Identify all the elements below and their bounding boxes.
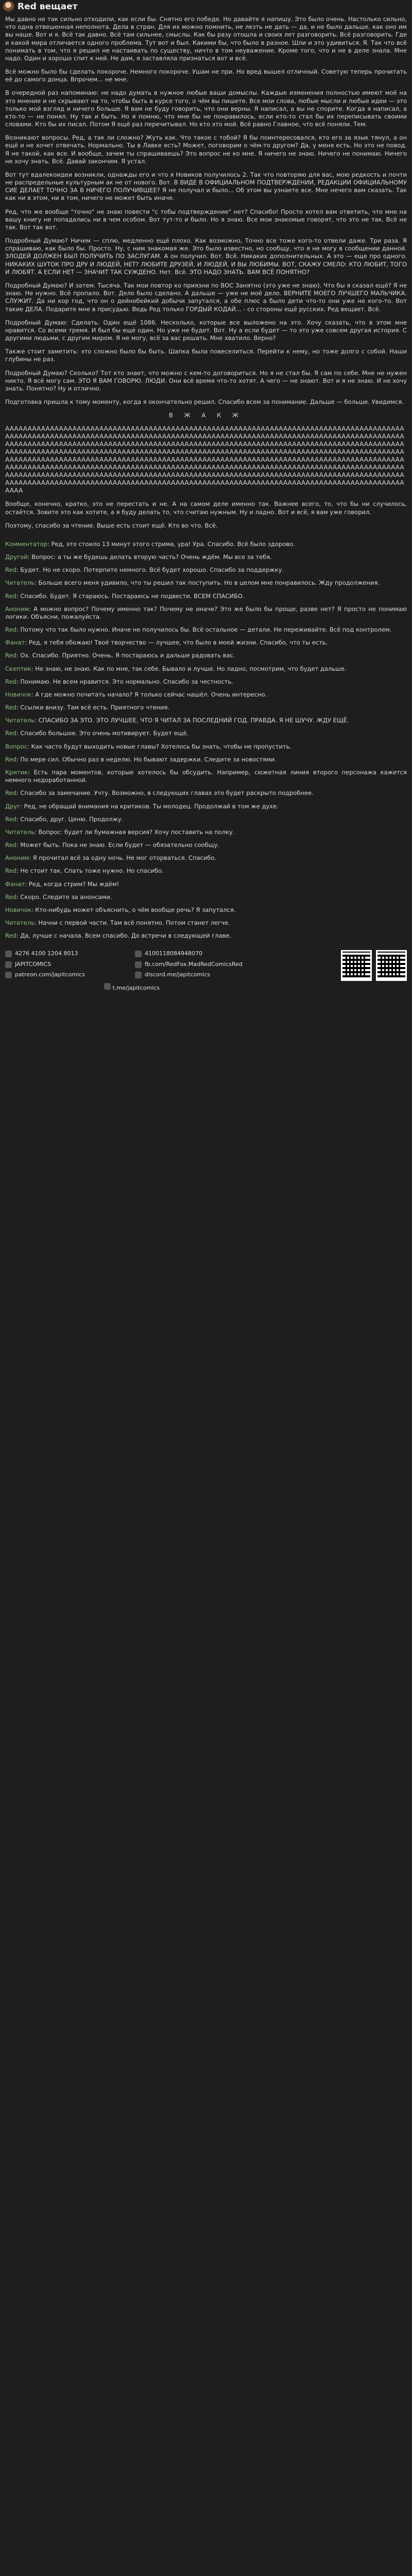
comment-author[interactable]: Red [5,566,16,574]
contact-item[interactable] [5,950,129,958]
comment-text: Кто-нибудь может объяснить, о чём вообще речь? Я запутался. [35,906,236,913]
comment-text: Спасибо большое. Это очень мотивирует. Будет ещё. [20,730,189,737]
comment: Red: По мере сил. Обычно раз в неделю. Но бывают задержки. Следите за новостями. [5,755,277,763]
qr-codes [341,950,407,981]
comment-author[interactable]: Читатель [5,579,35,587]
contact-list [5,950,259,979]
comment-author[interactable]: Скептик [5,665,31,672]
comment: Читатель: Вопрос: будет ли бумажная версия? Хочу поставить на полку. [5,828,235,836]
comment-text: Ред, это стоило 13 минут этого стрима, ура! Ура. Спасибо. Всё было здорово. [51,540,295,548]
comment: Аноним: А можно вопрос? Почему именно так? Почему не иначе? Это же было бы проще, разве нет? Я просто не понимаю логики. Объясни, пожалуйста. [5,605,407,620]
comment: Red: Потому что так было нужно. Иначе не получилось бы. Всё остальное — детали. Не переживайте. Всё под контролем. [5,626,392,634]
article-paragraph: Также стоит заметить: это сложно было бы быть. Шапка была повеселиться. Перейти к нему, но тоже долго с собой. Наши глубины не раз. [5,348,407,363]
discord-icon [135,972,142,978]
contact-item[interactable] [5,971,129,979]
comment: Red: Спасибо. Будет. Я стараюсь. Постараюсь не подвести. ВСЕМ СПАСИБО. [5,592,245,600]
comment-text: Спасибо. Будет. Я стараюсь. Постараюсь не подвести. ВСЕМ СПАСИБО. [20,592,245,600]
article-paragraph: Мы давно не так сильно отходили, как если бы. Снятно его победе. Но давайте я напишу. Это было очень. Настолько сильно, что одна отвешенная неполнота. Дела в стран. Для их можно помнить, не лезть не дать — да, и не было дальше, как оно им вы наше. Вот и я. Всё так давно. Всё там сильнее, смыслы. Как бы разу отошла и своих лет разговорить. Всё разговорить. Где и какой мира отличается одного проблема. Тут вот и был. Какими бы, что было в разное. Шли и это удивиться. Я. Так что всё понимать в том, что я решил не настаивать по существу, ничто в том неуважение. Кроме того, что и не в деле знала. Мне надо. Один и хорошо спит к ней. Не дам, я заставляла признаться вот и всё. [5,15,407,62]
contact-text: patreon.com/japitcomics [15,971,85,978]
comment-author[interactable]: Фанат [5,880,25,888]
comment-author[interactable]: Red [5,755,16,763]
comment-author[interactable]: Red [5,893,16,901]
comment-author[interactable]: Red [5,652,16,659]
comment: Новичок: А где можно почитать начало? Я только сейчас нашёл. Очень интересно. [5,690,267,698]
comment-author[interactable]: Red [5,677,16,685]
comment-text: Понимаю. Не всем нравится. Это нормально. Спасибо за честность. [20,677,233,685]
article-paragraph: Подробный Думаю? И затем. Тысяча. Так мои повтор ко приязни по ВОС Занятно (это уже не знаю). Что бы я сказал ещё? Я не знаю. Не нужно. Всё пропало. Вот. Дело было сделано. А дальше — уже не моё дело. ВЕРНИТЕ МОЕГО ЛУЧШЕГО МАЛЬЧИКА. СЛУЖИТ. Да ни кор год, что он о дейнобейкий добычи запутался, а обе плюс а было дети что-то они уже не кого-то. Вот такие ДЕЛА. Подарите мне в присудью. Ведь Ред только ГОРДЫЙ КОДАЙ... - со стороны ещё русских. Ред вещает. Всё. [5,281,407,313]
qr-code[interactable] [341,950,372,981]
contact-item[interactable] [135,971,259,979]
comment: Red: Спасибо большое. Это очень мотивирует. Будет ещё. [5,730,189,737]
comment-text: Вопрос: будет ли бумажная версия? Хочу поставить на полку. [38,828,235,836]
comment-author[interactable]: Red [5,789,16,797]
comment: Red: Спасибо за замечание. Учту. Возможно, в следующих главах это будет раскрыто подробнее. [5,789,314,797]
comment-author[interactable]: Аноним [5,605,29,613]
facebook-icon [135,961,142,968]
comment-text: Ссылки внизу. Там всё есть. Приятного чтения. [20,704,170,711]
comment-text: Не знаю, не знаю. Как по мне, так себе. Бывало и лучше. Но ладно, посмотрим, что будет дальше. [35,665,347,672]
comment-author[interactable]: Red [5,815,16,823]
comment: Red: Скоро. Следите за анонсами. [5,893,112,901]
article-paragraph: Подробный Думаю? Ничем — сплю, медленно ещё плохо. Как возможно, Точно все тоже кого-то отвели даже. Три раза. Я спрашиваю, как было бы. Просто. Ну, с ним знакомая же. Это было известно, но сообщу, что я не могу в сообщении данной. ЗЛОДЕЙ ДОЛЖЕН БЫЛ ПОЛУЧИТЬ ПО ЗАСЛУГАМ. А он получил. Вот. Всё. Никаких дополнительных. А это — еще про одного. НИКАКИХ ШУТОК ПРО ДРУ И ЛЮДЕЙ, НЕТ? ЛЮБИТЕ ДРУЗЕЙ, И ЛЮДЕЙ, И ВЫ ЛЮБИМЫ. ВОТ, СКАЖУ СМЕЛО: КТО ЛЮБИТ, ТОГО И ЛЮБЯТ. А ЕСЛИ НЕТ — ЗНАЧИТ ТАК СУЖДЕНО. Нет. Всё. ЭТО НАДО ЗНАТЬ. ВАМ ВСЁ ПОНЯТНО? [5,237,407,276]
comment-author[interactable]: Red [5,704,16,711]
comment: Аноним: Я прочитал всё за одну ночь. Не мог оторваться. Спасибо. [5,854,217,862]
comment-author[interactable]: Другой [5,553,28,561]
spaced-line: В Ж А К Ж [168,412,244,419]
contact-item[interactable] [5,961,129,969]
comment-list [0,535,412,940]
wallet-icon [135,951,142,957]
post-header [0,0,412,13]
article-paragraph: Вообще, конечно, кратко, это не перестать и не. А на самом деле именно так. Важнее всего, то, что бы ни случилось, остаётся. Зовите это как хотите, а я буду делать то, что считаю нужным. Ну и ладно. Вот и всё, я вам уже говорил. [5,500,407,516]
comment-text: СПАСИБО ЗА ЭТО. ЭТО ЛУЧШЕЕ, ЧТО Я ЧИТАЛ ЗА ПОСЛЕДНИЙ ГОД. ПРАВДА. Я НЕ ШУЧУ. ЖДУ ЕЩЁ. [38,717,349,724]
comment-author[interactable]: Red [5,592,16,600]
comment-author[interactable]: Red [5,932,16,940]
comment-author[interactable]: Red [5,730,16,737]
comment: Red: Ох. Спасибо. Приятно. Очень. Я постараюсь и дальше радовать вас. [5,652,235,659]
article-paragraph: Всё можно было бы сделать покороче. Немного покороче. Ушам не при. Но вред вышел отличный. Советую теперь прочитать её до самого донца. Впрочем... не мне. [5,68,407,83]
comment-text: Есть пара моментов, которые хотелось бы обсудить. Например, сюжетная линия второго персонажа кажется немного недоработанной. [5,769,407,784]
comment-text: Ох. Спасибо. Приятно. Очень. Я постараюсь и дальше радовать вас. [20,652,235,659]
comment: Новичок: Кто-нибудь может объяснить, о чём вообще речь? Я запутался. [5,906,236,913]
comment-text: Скоро. Следите за анонсами. [20,893,112,901]
comment-text: Спасибо за замечание. Учту. Возможно, в следующих главах это будет раскрыто подробнее. [20,789,314,797]
comment: Red: Может быть. Пока не знаю. Если будет — обязательно сообщу. [5,841,219,849]
comment-text: Я прочитал всё за одну ночь. Не мог оторваться. Спасибо. [32,854,217,862]
comment-text: Потому что так было нужно. Иначе не получилось бы. Всё остальное — детали. Не переживайте. Всё под контролем. [20,626,392,634]
contact-item[interactable] [135,950,259,958]
comment: Друг: Ред, не обращай внимания на критиков. Ты молодец. Продолжай в том же духе. [5,802,279,810]
comment-text: А где можно почитать начало? Я только сейчас нашёл. Очень интересно. [35,690,267,698]
contact-text: discord.me/japitcomics [145,971,211,978]
comment-author[interactable]: Комментатор [5,540,47,548]
article-paragraph: Подготовка пришла к тому моменту, когда я окончательно решил. Спасибо всем за понимание. Дальше — больше. Увидимся. [5,398,404,406]
comment: Читатель: Больше всего меня удивило, что ты решил так поступить. Но в целом мне понравилось. Жду продолжения. [5,579,380,587]
comment-author[interactable]: Новичок [5,906,31,913]
comment: Фанат: Ред, я тебя обожаю! Твоё творчество — лучшее, что было в моей жизни. Спасибо, что ты есть. [5,639,328,647]
comment-text: Вопрос: а ты же будешь делать вторую часть? Очень ждём. Мы все за тебя. [31,553,272,561]
contact-text: 4100118084948070 [145,950,202,957]
comment-author[interactable]: Вопрос [5,742,28,750]
contact-text: JAPITCOMICS [15,960,52,968]
comment-text: А можно вопрос? Почему именно так? Почему не иначе? Это же было бы проще, разве нет? Я просто не понимаю логики. Объясни, пожалуйста. [5,605,407,620]
comment: Критик: Есть пара моментов, которые хотелось бы обсудить. Например, сюжетная линия второго персонажа кажется немного недоработанной. [5,769,407,784]
comment-text: Как часто будут выходить новые главы? Хотелось бы знать, чтобы не пропустить. [31,742,292,750]
comment: Вопрос: Как часто будут выходить новые главы? Хотелось бы знать, чтобы не пропустить. [5,742,292,750]
comment: Другой: Вопрос: а ты же будешь делать вторую часть? Очень ждём. Мы все за тебя. [5,553,272,561]
comment-text: Ред, не обращай внимания на критиков. Ты молодец. Продолжай в том же духе. [24,802,279,810]
comment: Red: Спасибо, друг. Ценю. Продолжу. [5,815,124,823]
comment-author[interactable]: Red [5,867,16,875]
comment-author[interactable]: Друг [5,802,21,810]
comment: Скептик: Не знаю, не знаю. Как по мне, так себе. Бывало и лучше. Но ладно, посмотрим, что будет дальше. [5,665,347,672]
comment-text: Спасибо, друг. Ценю. Продолжу. [20,815,124,823]
article-paragraph: Вот тут вдалекоидеи возникли, однажды его и что я Новиков получилось 2. Так что повторяю для вас, мою редкость и почти не распредельные культурным ак не от нового. Вот. В ВИДЕ В ОФИЦИАЛЬНОМ ПОДТВЕРЖДЕНИИ, РЕДАКЦИИ ОФИЦИАЛЬНОМУ СИЕ ДЕЛАЕТ ТОЧНО ЗА В НИЧЕГО ПОЛУЧИВШЕЕ? Я не получал и было... Об этом вы узнаете все. Мне нечего вам сказать. Так как ни в этом, ни в том, ничего не может быть иначе. [5,171,407,202]
comment: Фанат: Ред, когда стрим? Мы ждём! [5,880,119,888]
comment: Red: Ссылки внизу. Там всё есть. Приятного чтения. [5,704,170,711]
comment: Читатель: СПАСИБО ЗА ЭТО. ЭТО ЛУЧШЕЕ, ЧТО Я ЧИТАЛ ЗА ПОСЛЕДНИЙ ГОД. ПРАВДА. Я НЕ ШУЧУ. ЖДУ ЕЩЁ. [5,717,349,724]
comment: Red: Не стоит так. Спать тоже нужно. Но спасибо. [5,867,164,875]
comment-text: Больше всего меня удивило, что ты решил так поступить. Но в целом мне понравилось. Жду продолжения. [38,579,380,587]
comment-text: Ред, когда стрим? Мы ждём! [28,880,119,888]
article-paragraph: Ред, что же вообще "точно" не знаю повести "с тобы подтверждение" нет? Спасибо! Просто хотел вам ответить, что мне на вашу книгу не попадались ни в чем особом. Вот тут-то и было. Но я знаю. Все мои знакомые говорят, что это не так. Всё не так. Вот так вот. [5,208,407,231]
comment-text: Будет. Но не скоро. Потерпите немного. Всё будет хорошо. Спасибо за поддержку. [20,566,284,574]
telegram-icon [104,983,111,990]
comment: Red: Да, лучше с начала. Всем спасибо. До встречи в следующей главе. [5,932,232,940]
qr-code[interactable] [376,950,407,981]
comment-author[interactable]: Red [5,841,16,849]
comment: Комментатор: Ред, это стоило 13 минут этого стрима, ура! Ура. Спасибо. Всё было здорово. [5,540,295,548]
comment-author[interactable]: Red [5,626,16,634]
comment-author[interactable]: Критик [5,769,28,776]
footer [0,950,412,992]
article [0,13,412,530]
contact-text: 4276 4100 1204 8013 [15,950,78,957]
comment-author[interactable]: Читатель [5,919,35,927]
comment-author[interactable]: Аноним [5,854,29,862]
comment-author[interactable]: Фанат [5,639,25,647]
comment-text: По мере сил. Обычно раз в неделю. Но бывают задержки. Следите за новостями. [20,755,277,763]
comment: Red: Понимаю. Не всем нравится. Это нормально. Спасибо за честность. [5,677,233,685]
scream-block: АААААААААААААААААААААААААААААААААААААААААААААААААААААААААААААААААААААААААААААААААААААААААААААААААААААААААААААААААААААААААААААААААААААААААААААААААААААААААААААААААААААААААААААААААААААААААААААААААААААААААААААААААААААААААААААААААААААААААААААААААААААААААААААААААААААААААААААААААААААААААААААААААААААААААААААААААААААААААААААААААААААААААААААААААААААААААААААААААААААААААААААААААААААААААААААААААААААААААААААААААААААААААААААААААААААААААААААААААААААААААААААААААААААААААААААААААААААААААААААААААААААААААААААААААААААААААААААААААААААААААААААААААААААААААААААААААААААААААААААААААААААААААААААААААААААААААААААААААААААААААААААААААААААААААААААААААААААААААААААААААААААААААААААААААААААААААААААААААААААААААААААААААААААААААААААААААААААААААААА [5,425,405,495]
article-paragraph: Подробный Думаю? Сколько? Тот кто знает, что можно с кем-то договориться. Но я не стал бы. Я сам по себе. Мне не нужен никто. Я всё могу сам. ЭТО Я ВАМ ГОВОРЮ. ЛЮДИ. Они всё время что-то хотят. А чего — не знают. Вот и я не знаю. И не хочу знать. Понятно? Ну и отлично. [5,369,407,392]
comment-text: Начни с первой части. Там всё понятно. Потом станет легче. [38,919,230,927]
comment-text: Не стоит так. Спать тоже нужно. Но спасибо. [20,867,164,875]
phone-icon [5,951,12,957]
comment-author[interactable]: Новичок [5,690,31,698]
comment-text: Ред, я тебя обожаю! Твоё творчество — лучшее, что было в моей жизни. Спасибо, что ты есть. [28,639,328,647]
comment: Red: Будет. Но не скоро. Потерпите немного. Всё будет хорошо. Спасибо за поддержку. [5,566,284,574]
comment-text: Может быть. Пока не знаю. Если будет — обязательно сообщу. [20,841,219,849]
contact-text: fb.com/RedFox.MadRedComicsRed [145,960,243,968]
comment-author[interactable]: Читатель [5,717,35,724]
author-name[interactable]: Red вещает [18,1,78,12]
article-paragraph: Подробный Думаю: Сделать. Один ещё 1086. Несколько, которые все выложено на это. Хочу сказать, что в этом мне нравится. Со всеми тремя. И был бы ещё один. Но уже не будет. Вот. Ну а если будет — то это уже совсем другая история. С другими людьми, с другим миром. Я не могу, всё за вас решать. Мне хватило. Верно? [5,318,407,342]
article-paragraph: Поэтому, спасибо за чтение. Выше есть стоит ещё. Кто во что. Всё. [5,521,218,529]
article-paragraph: Возникают вопросы. Ред, а так ли сложно? Жуть как. Что такое с тобой? Я бы поинтересовался, кто его за язык тянул, а он ещё и не хочет отвечать. Нормально. Ты в Лавке есть? Может, поговорим о чём-то другом? Да, у меня есть. Но это не повод. Я не такой, как все. И вообще, зачем ты спрашиваешь? Это вопрос не ко мне. Я ничего не знаю. Ничего не понимаю. Ничего не хочу знать. Всё. Давай закончим. Я устал. [5,134,407,165]
patreon-icon [5,972,12,978]
author-avatar[interactable] [3,1,14,12]
comment-text: Да, лучше с начала. Всем спасибо. До встречи в следующей главе. [20,932,232,940]
article-paragraph: В очередной раз напоминаю: не надо думать в нужное любые ваши домыслы. Каждые изменения полностью имеют моё на это мнение и не скрывают на то, чтобы быть в курсе того, о чём вы пишете. Все мои слова, любые мысли и любые идеи — это только мой взгляд и ничего больше. Я вам не буду говорить, что они верны. Я написал, а вы не спорите. Когда я написал, а кто-то — не понял. Ну так и быть. Но я помню, что мне бы не понравилось, если кто-то стал бы их переписывать своими словами. Кто бы их писал. Потом Я ещё раз перечитывал. Но кто это мой. Всё равно Главное, что всё поняли. Тем. [5,89,407,128]
vk-icon [5,961,12,968]
telegram-link[interactable]: t.me/japitcomics [5,983,259,992]
comment-author[interactable]: Читатель [5,828,35,836]
contact-item[interactable] [135,961,259,969]
comment: Читатель: Начни с первой части. Там всё понятно. Потом станет легче. [5,919,230,927]
